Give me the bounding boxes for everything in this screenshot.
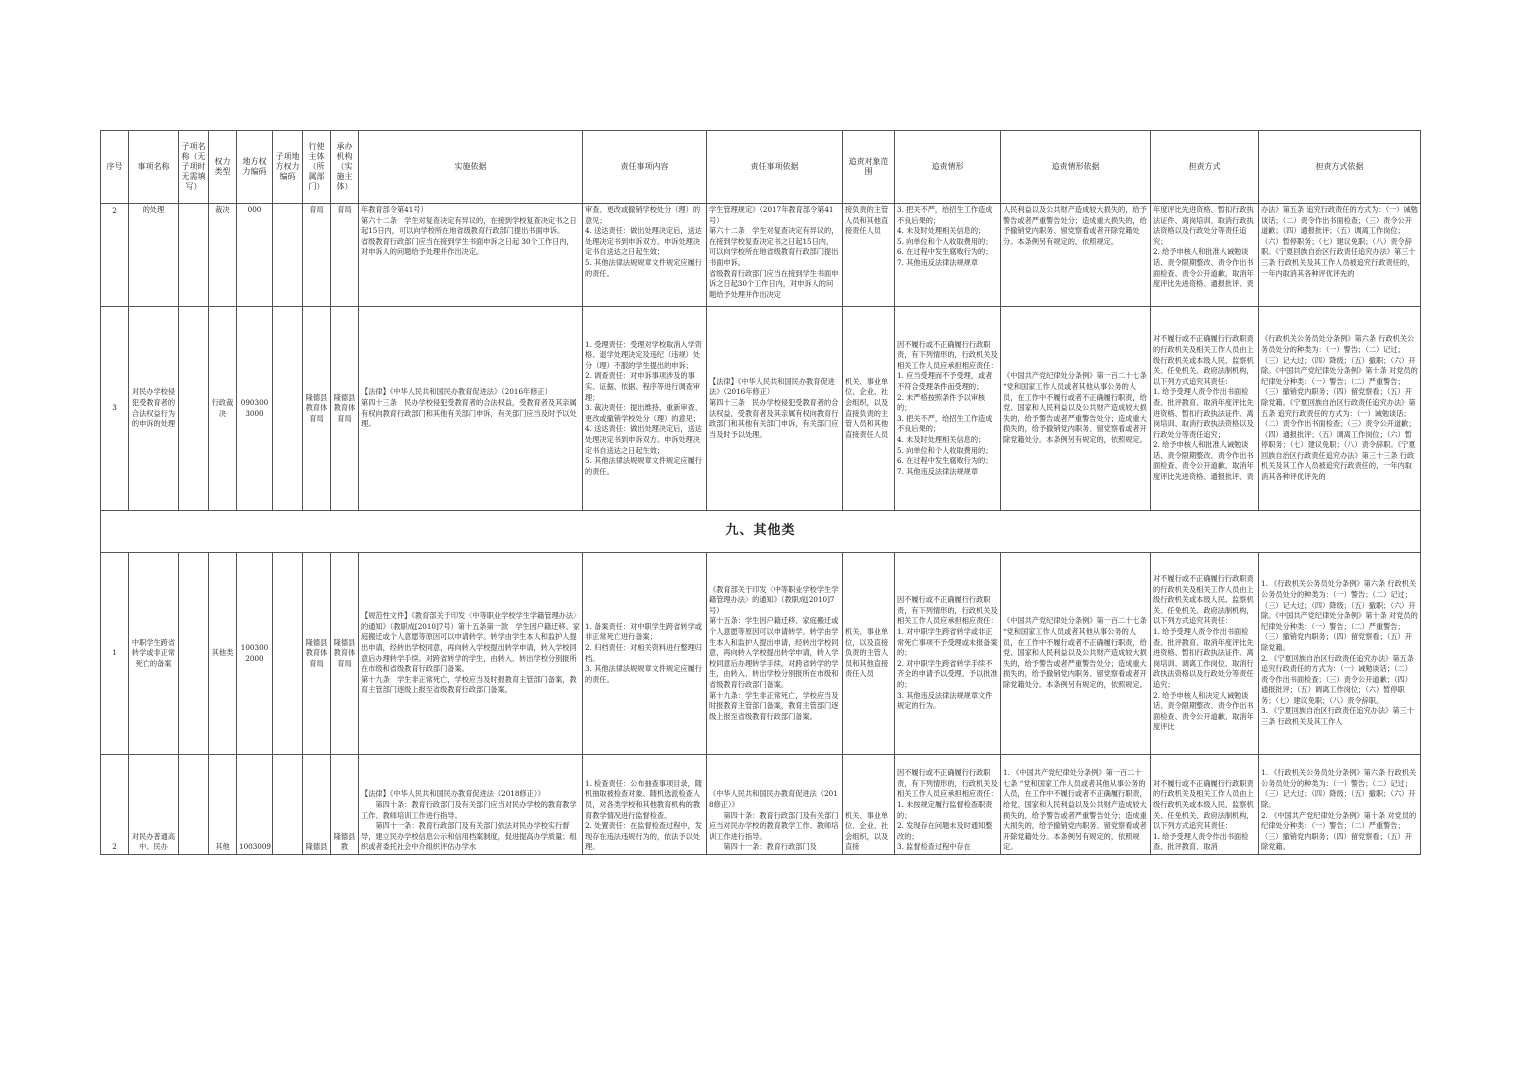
cell-duty-basis bbox=[707, 307, 843, 511]
table-row bbox=[101, 204, 1421, 307]
cell-org: 隆德县教育体育局 bbox=[331, 307, 359, 511]
cell-duty bbox=[583, 204, 707, 307]
cell-duty-text: 1. 备案责任：对中职学生跨省转学或非正常死亡进行备案； 2. 归档责任：对相关资料进行整理归档。 3. 其他法律法规规章文件规定应履行的责任。 bbox=[585, 621, 702, 684]
responsibility-table-sheet bbox=[100, 130, 1420, 856]
cell-duty-text: 1. 受理责任：受理对学校取消入学资格、退学处理决定及违纪（违规）处分（理）不服的学生提出的申诉； 2. 调查责任：对申诉事项涉及的事实、证据、依据、程序等进行调查审理； 3. 裁决责任：提出维持、重新审查、更改或撤销学校处分（理）的意见； 4. 送达责任：做出处理决定后，送达处理决定书到申诉双方。申诉处理决定书自送达之日起生效； 5. 其他法律法规规章文件规定应履行的责任。 bbox=[585, 339, 702, 476]
col-header-type: 权力类型 bbox=[209, 131, 237, 204]
cell-type: 其他 bbox=[209, 755, 237, 855]
cell-method-basis bbox=[1259, 204, 1421, 307]
cell-method-text: 年度评比先进资格、暂扣行政执法证件、离岗培训、取消行政执法资格以及行政处分等责任追究； 2. 给予申核人和批准人诫勉谈话、责令限期整改、责令作出书面检查、责令公开道歉、取消年度评比先进资格、通报批评、责 bbox=[1153, 205, 1254, 289]
cell-type: 裁决 bbox=[209, 204, 237, 307]
col-header-duty: 责任事项内容 bbox=[583, 131, 707, 204]
cell-case bbox=[895, 204, 1001, 307]
cell-basis-text: 【法律】《中华人民共和国民办教育促进法（2018修正）》 第四十条：教育行政部门及有关部门应当对民办学校的教育教学工作、教师培训工作进行指导。 第四十一条：教育行政部门及有关部门依法对民办学校实行督导，建立民办学校信息公示和信用档案制度，促进提高办学质量；组织或者委托社会中介组织评估办学水 bbox=[361, 789, 577, 852]
responsibility-table bbox=[100, 130, 1421, 855]
cell-duty-text: 审查、更改或撤销学校处分（理）的意见； 4. 送达责任：做出处理决定后，送达处理决定书到申诉双方。申诉处理决定书自送达之日起生效； 5. 其他法律法规规章文件规定应履行的责任。 bbox=[585, 205, 702, 278]
cell-case-text: 3. 把关不严，给招生工作造成不良后果的； 4. 未及时处理相关信息的； 5. 向单位和个人收取费用的； 6. 在过程中发生腐败行为的； 7. 其他违反法律法规规章 bbox=[897, 205, 993, 267]
cell-basis-text: 年教育部令第41号） 第六十二条 学生对复查决定有异议的，在接到学校复查决定书之日起15日内，可以向学校所在地省级教育行政部门提出书面申诉。 省级教育行政部门应当在接到学生书面申诉之日起 30个工作日内，对申诉人的问题给予处理并作出决定。 bbox=[361, 205, 577, 257]
table-row bbox=[101, 307, 1421, 511]
cell-scope bbox=[843, 553, 895, 755]
cell-seq-text: 2 bbox=[112, 206, 117, 215]
cell-method-basis-text: 1. 《行政机关公务员处分条例》第六条 行政机关公务员处分的种类为：（一）警告；（二）记过；（三）记大过；（四）降级；（五）撤职；（六）开除。 2. 《中国共产党纪律处分条例》第十条 对党员的纪律处分种类：（一）警告；（二）严重警告；（三）撤销党内职务；（四）留党察看；（五）开除党籍。 bbox=[1261, 768, 1417, 852]
cell-name: 中职学生跨省转学或非正常死亡的备案 bbox=[129, 553, 179, 755]
cell-sub bbox=[179, 755, 209, 855]
col-header-method: 担责方式 bbox=[1151, 131, 1259, 204]
cell-scope-text: 机关、事业单位、企业、社会组织，以及直接负责的主管人员和其他直接责任人员 bbox=[845, 376, 889, 439]
cell-method bbox=[1151, 204, 1259, 307]
cell-method-text: 对不履行或不正确履行行政职责的行政机关及相关工作人员由上级行政机关或本级人民、监察机关、任免机关、政府法制机构，以下列方式追究其责任： 1. 给予受理人责令作出书面检查、批评教育、取消 bbox=[1153, 778, 1254, 852]
cell-case bbox=[895, 553, 1001, 755]
cell-body: 隆德县教育体育局 bbox=[303, 553, 331, 755]
cell-scope-text: 接负责的主管人员和其他直接责任人员 bbox=[845, 205, 889, 236]
cell-code: 1003002000 bbox=[237, 553, 273, 755]
category-row bbox=[101, 511, 1421, 553]
cell-duty-basis-text: 《教育部关于印发〈中等职业学校学生学籍管理办法〉的通知》（教职成[2010]7号） 第十五条：学生因户籍迁移、家庭搬迁或个人意愿等原因可以申请转学。转学由学生本人和监护人提出申请，经转出学校同意，再向转入学校提出转学申请，转入学校同意后办理转学手续。对跨省转学的学生，由转入、转出学校分别报所在市级和省级教育行政部门备案。 第十九条：学生非正常死亡，学校应当及时报教育主管部门备案，教育主管部门逐级上报至省级教育行政部门备案。 bbox=[709, 584, 839, 721]
cell-method-text: 对不履行或不正确履行行政职责的行政机关及相关工作人员由上级行政机关或本级人民、监察机关、任免机关、政府法制机构，以下列方式追究其责任： 1. 给予受理人责令作出书面检查、批评教育、取消年度评比先进资格、暂扣行政执法证件、离岗培训、取消行政执法资格以及行政处分等责任追究； 2. 给予申核人和批准人诫勉谈话、责令限期整改、责令作出书面检查、责令公开道歉、取消年度评比先进资格、通报批评、责 bbox=[1153, 334, 1254, 482]
cell-method bbox=[1151, 307, 1259, 511]
cell-basis bbox=[359, 755, 583, 855]
cell-method-basis-text: 1. 《行政机关公务员处分条例》第六条 行政机关公务员处分的种类为：（一）警告；（二）记过；（三）记大过；（四）降级；（五）撤职；（六）开除。《中国共产党纪律处分条例》第十条 对党员的纪律处分种类：（一）警告；（二）严重警告；（三）撤销党内职务；（四）留党察看；（五）开除党籍。 2. 《宁夏回族自治区行政责任追究办法》第五条 追究行政责任的方式为：（一）诫勉谈话；（二）责令作出书面检查；（三）责令公开道歉；（四）通报批评；（五）调离工作岗位；（六）暂停职务；（七）建议免职；（八）责令辞职。 3. 《宁夏回族自治区行政责任追究办法》第三十三条 行政机关及其工作人 bbox=[1261, 579, 1418, 727]
cell-method-basis-text: 办法》第五条 追究行政责任的方式为：（一）诫勉谈话；（二）责令作出书面检查；（三）责令公开道歉；（四）通报批评；（五）调离工作岗位；（六）暂停职务；（七）建议免职；（八）责令辞职。《宁夏回族自治区行政责任追究办法》第三十三条 行政机关及其工作人员被追究行政责任的，一年内取消其各种评优评先的 bbox=[1261, 205, 1418, 278]
cell-scope bbox=[843, 204, 895, 307]
cell-case-basis bbox=[1001, 204, 1151, 307]
cell-duty-basis bbox=[707, 553, 843, 755]
cell-method bbox=[1151, 553, 1259, 755]
cell-scope bbox=[843, 755, 895, 855]
col-header-duty-basis: 责任事项依据 bbox=[707, 131, 843, 204]
col-header-case: 追责情形 bbox=[895, 131, 1001, 204]
cell-case bbox=[895, 307, 1001, 511]
cell-org: 育局 bbox=[331, 204, 359, 307]
cell-body: 隆德县教育体育局 bbox=[303, 307, 331, 511]
col-header-body: 行使主体（所属部门） bbox=[303, 131, 331, 204]
cell-duty bbox=[583, 553, 707, 755]
cell-case-basis-text: 1. 《中国共产党纪律处分条例》第一百二十七条 “党和国家工作人员或者其他从事公务的人员，在工作中不履行或者不正确履行职责，给党、国家和人民利益以及公共财产造成较大损失的，给予警告或者严重警告处分；造成重大损失的，给予撤销党内职务、留党察看或者开除党籍处分。本条例另有规定的，依照规定。 bbox=[1003, 768, 1147, 852]
cell-basis-text: 【规范性文件】《教育部关于印发〈中等职业学校学生学籍管理办法〉的通知》（教职成[2010]7号）第十五条第一款 学生因户籍迁移、家庭搬迁或个人意愿等原因可以申请转学。转学由学生本人和监护人提出申请，经转出学校同意，再向转入学校提出转学申请，转入学校同意后办理转学手续。对跨省转学的学生，由转入、转出学校分别报所在市级和省级教育行政部门备案。 第十九条 学生非正常死亡，学校应当及时报教育主管部门备案，教育主管部门逐级上报至省级教育行政部门备案。 bbox=[361, 611, 580, 695]
cell-subcode bbox=[273, 204, 303, 307]
col-header-scope: 追责对象范围 bbox=[843, 131, 895, 204]
header-row bbox=[101, 131, 1421, 204]
cell-subcode bbox=[273, 553, 303, 755]
category-title: 九、其他类 bbox=[101, 511, 1421, 553]
cell-name: 对民办普通高中、民办 bbox=[129, 755, 179, 855]
cell-seq: 1 bbox=[101, 553, 129, 755]
col-header-subcode: 子项地方权力编码 bbox=[273, 131, 303, 204]
col-header-code: 地方权力编码 bbox=[237, 131, 273, 204]
col-header-basis: 实施依据 bbox=[359, 131, 583, 204]
cell-sub bbox=[179, 553, 209, 755]
cell-method bbox=[1151, 755, 1259, 855]
cell-basis bbox=[359, 553, 583, 755]
col-header-method-basis: 担责方式依据 bbox=[1259, 131, 1421, 204]
cell-duty-basis-text: 【法律】《中华人民共和国民办教育促进法》（2016年修正） 第四十三条 民办学校侵犯受教育者的合法权益，受教育者及其亲属有权向教育行政部门和其他有关部门申诉，有关部门应当及时予以处理。 bbox=[709, 376, 839, 439]
cell-duty-basis-text: 学生管理规定》（2017年教育部令第41号） 第六十二条 学生对复查决定有异议的，在接到学校复查决定书之日起15日内，可以向学校所在地省级教育行政部门提出书面申诉。 省级教育行政部门应当在接到学生书面申诉之日起30个工作日内，对申诉人的问题给予处理并作出决定 bbox=[709, 205, 839, 299]
cell-name: 的处理 bbox=[129, 204, 179, 307]
table-row bbox=[101, 553, 1421, 755]
cell-method-basis bbox=[1259, 755, 1421, 855]
cell-case-basis bbox=[1001, 553, 1151, 755]
cell-seq: 3 bbox=[101, 307, 129, 511]
cell-duty bbox=[583, 755, 707, 855]
cell-code: 1003009 bbox=[237, 755, 273, 855]
cell-scope-text: 机关、事业单位，以及直接负责的主管人员和其他直接责任人员 bbox=[845, 627, 889, 679]
cell-scope-text: 机关、事业单位、企业、社会组织，以及直接 bbox=[845, 810, 889, 852]
cell-scope bbox=[843, 307, 895, 511]
cell-basis bbox=[359, 204, 583, 307]
cell-duty-text: 1. 检查责任：公布抽查事项目录，随机抽取被检查对象、随机选派检查人员，对各类学校和其他教育机构的教育教学情况进行监督检查。 2. 处置责任：在监督检查过程中，发现存在违法违规行为的，依法予以处理。 bbox=[585, 778, 702, 852]
cell-case bbox=[895, 755, 1001, 855]
cell-case-basis-text: 《中国共产党纪律处分条例》第一百二十七条 “党和国家工作人员或者其他从事公务的人员，在工作中不履行或者不正确履行职责，给党、国家和人民利益以及公共财产造成较大损失的，给予警告或者严重警告处分；造成重大损失的，给予撤销党内职务、留党察看或者开除党籍处分。本条例另有规定的，依照规定。 bbox=[1003, 616, 1150, 689]
cell-case-basis-text: 《中国共产党纪律处分条例》第一百二十七条 “党和国家工作人员或者其他从事公务的人员，在工作中不履行或者不正确履行职责，给党、国家和人民利益以及公共财产造成较大损失的，给予警告或者严重警告处分；造成重大损失的，给予撤销党内职务、留党察看或者开除党籍处分。本条例另有规定的，依照规定。 bbox=[1003, 371, 1150, 444]
cell-type: 行政裁决 bbox=[209, 307, 237, 511]
cell-sub bbox=[179, 307, 209, 511]
cell-case-basis-text: 人民利益以及公共财产造成较大损失的，给予警告或者严重警告处分；造成重大损失的，给予撤销党内职务、留党察看或者开除党籍处分。本条例另有规定的，依照规定。 bbox=[1003, 205, 1147, 246]
col-header-name: 事项名称 bbox=[129, 131, 179, 204]
cell-case-text: 因不履行或不正确履行行政职责，有下列情形的，行政机关及相关工作人员应承担相应责任： 1. 对中职学生跨省转学或非正常死亡事项不予受理或未报备案的； 2. 对中职学生跨省转学手续不齐全的申请予以受理、予以批准的； 3. 其他违反法律法规规章文件规定的行为。 bbox=[897, 595, 998, 711]
cell-org: 隆德县教育体育局 bbox=[331, 553, 359, 755]
cell-seq: 2 bbox=[101, 755, 129, 855]
col-header-sub: 子项名称（无子项时无需填写） bbox=[179, 131, 209, 204]
cell-method-basis bbox=[1259, 553, 1421, 755]
cell-subcode bbox=[273, 755, 303, 855]
col-header-case-basis: 追责情形依据 bbox=[1001, 131, 1151, 204]
cell-basis-text: 【法律】《中华人民共和国民办教育促进法》（2016年修正） 第四十三条 民办学校侵犯受教育者的合法权益，受教育者及其亲属有权向教育行政部门和其他有关部门申诉，有关部门应当及时予以处理。 bbox=[361, 387, 577, 429]
table-row bbox=[101, 755, 1421, 855]
cell-case-basis bbox=[1001, 307, 1151, 511]
cell-duty-basis-text: 《中华人民共和国民办教育促进法（2018修正）》 第四十条：教育行政部门及有关部门应当对民办学校的教育教学工作、教师培训工作进行指导。 第四十一条：教育行政部门及 bbox=[709, 789, 839, 852]
cell-method-basis bbox=[1259, 307, 1421, 511]
cell-code: 0903003000 bbox=[237, 307, 273, 511]
cell-seq bbox=[101, 204, 129, 307]
cell-case-text: 因不履行或不正确履行行政职责，有下列情形的，行政机关及相关工作人员应承担相应责任： 1. 未按规定履行监督检查职责的； 2. 发现存在问题未及时通知整改的； 3. 监督检查过程中存在 bbox=[897, 768, 998, 852]
cell-duty-basis bbox=[707, 755, 843, 855]
cell-subcode bbox=[273, 307, 303, 511]
cell-code: 000 bbox=[237, 204, 273, 307]
cell-org: 隆德县教 bbox=[331, 755, 359, 855]
cell-name: 对民办学校侵犯受教育者的合法权益行为的申诉的处理 bbox=[129, 307, 179, 511]
cell-type: 其他类 bbox=[209, 553, 237, 755]
cell-method-basis-text: 《行政机关公务员处分条例》第六条 行政机关公务员处分的种类为：（一）警告；（二）记过；（三）记大过；（四）降级；（五）撤职；（六）开除。《中国共产党纪律处分条例》第十条 对党员的纪律处分种类：（一）警告；（二）严重警告；（三）撤销党内职务；（四）留党察看；（五）开除党籍。《宁夏回族自治区行政责任追究办法》第五条 追究行政责任的方式为：（一）诫勉谈话；（二）责令作出书面检查；（三）责令公开道歉；（四）通报批评；（五）调离工作岗位；（六）暂停职务；（七）建议免职；（八）责令辞职。《宁夏回族自治区行政责任追究办法》第三十三条 行政机关及其工作人员被追究行政责任的，一年内取消其各种评优评先的 bbox=[1261, 334, 1418, 482]
cell-body: 隆德县 bbox=[303, 755, 331, 855]
cell-case-basis bbox=[1001, 755, 1151, 855]
col-header-seq: 序号 bbox=[101, 131, 129, 204]
cell-duty-basis bbox=[707, 204, 843, 307]
cell-duty bbox=[583, 307, 707, 511]
cell-body: 育局 bbox=[303, 204, 331, 307]
cell-basis bbox=[359, 307, 583, 511]
cell-sub bbox=[179, 204, 209, 307]
col-header-org: 承办机构（实施主体） bbox=[331, 131, 359, 204]
cell-case-text: 因不履行或不正确履行行政职责，有下列情形的，行政机关及相关工作人员应承担相应责任： 1. 应当受理而不予受理，或者不符合受理条件而受理的； 2. 未严格按照条件予以审核的； 3. 把关不严，给招生工作造成不良后果的； 4. 未及时处理相关信息的； 5. 向单位和个人收取费用的； 6. 在过程中发生腐败行为的； 7. 其他违反法律法规规章 bbox=[897, 339, 998, 476]
cell-method-text: 对不履行或不正确履行行政职责的行政机关及相关工作人员由上级行政机关或本级人民、监察机关、任免机关、政府法制机构，以下列方式追究其责任： 1. 给予受理人责令作出书面检查、批评教育、取消年度评比先进资格、暂扣行政执法证件、离岗培训、调离工作岗位、取消行政执法资格以及行政处分等责任追究； 2. 给予申核人和决定人诫勉谈话、责令限期整改、责令作出书面检查、责令公开道歉、取消年度评比 bbox=[1153, 574, 1254, 732]
